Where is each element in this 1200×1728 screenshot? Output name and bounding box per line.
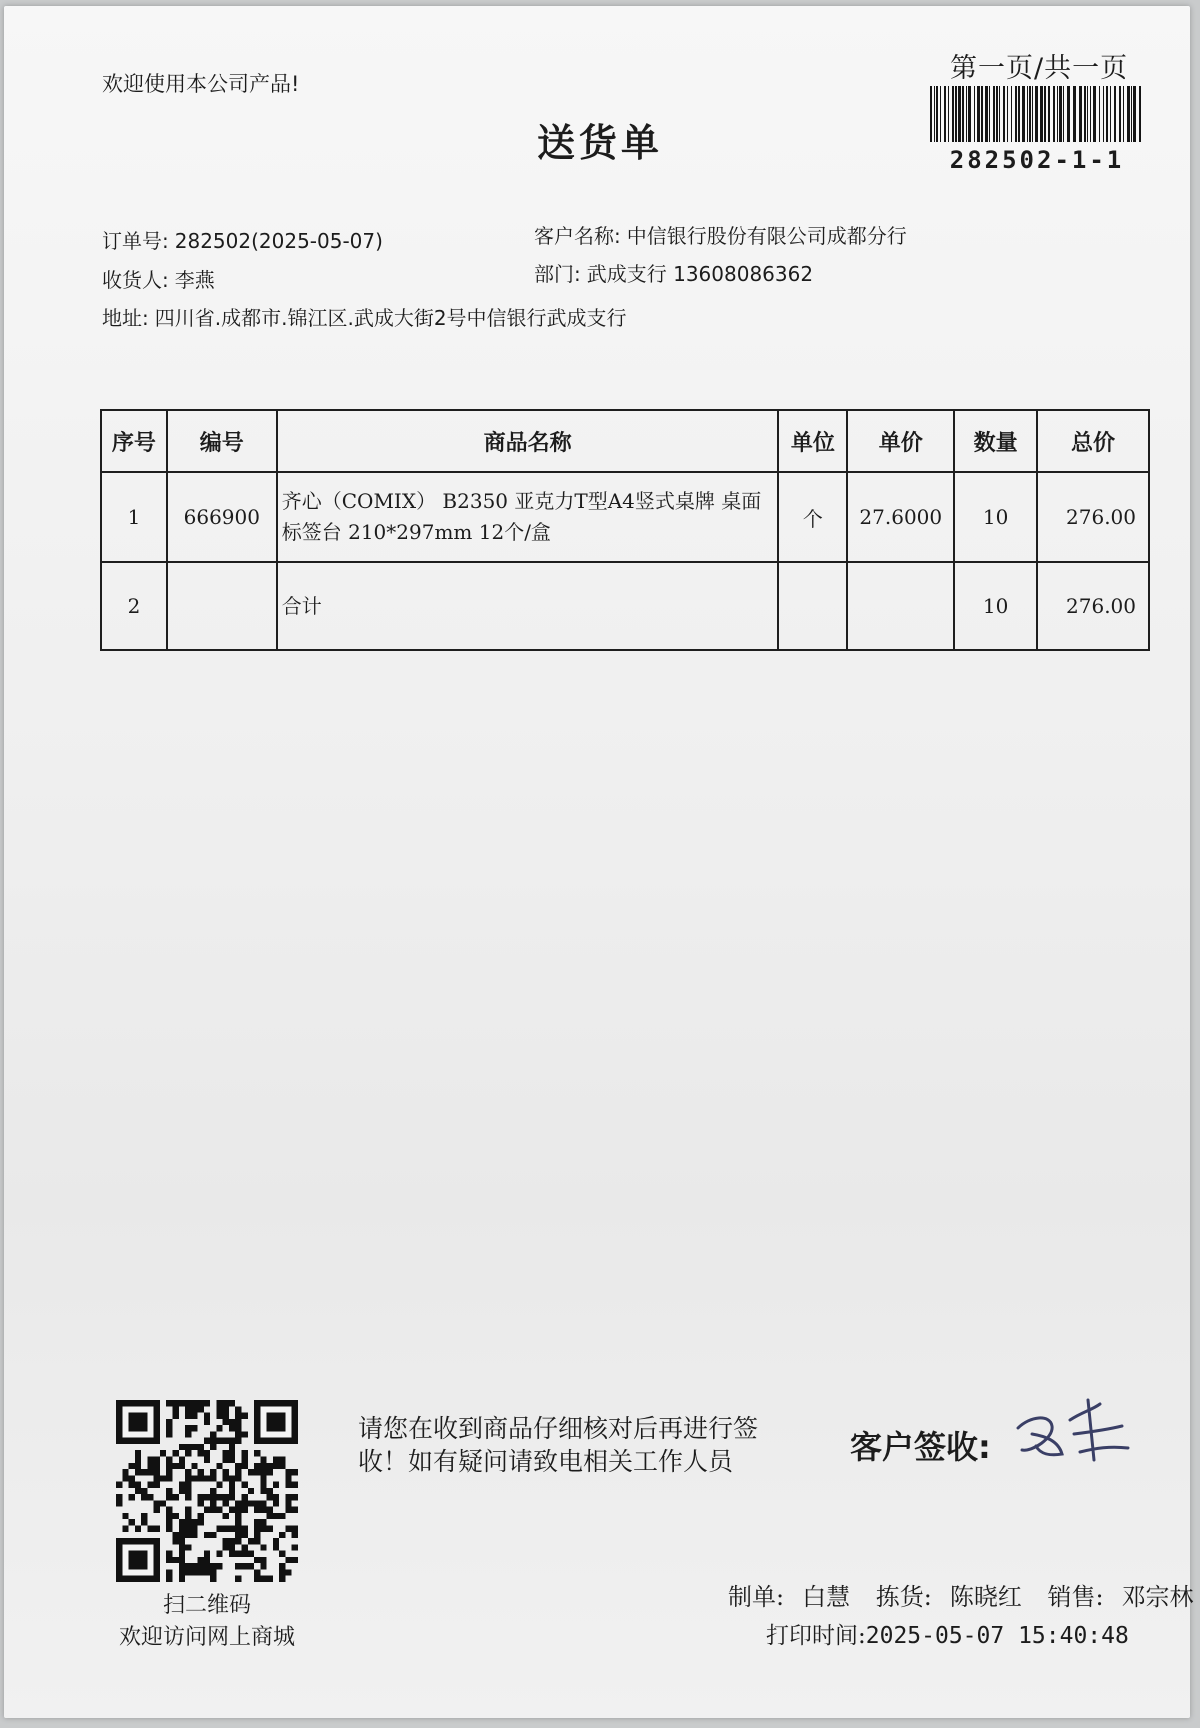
cell-code bbox=[167, 562, 277, 650]
cell-seq: 2 bbox=[101, 562, 167, 650]
header-seq: 序号 bbox=[101, 410, 167, 472]
order-number-line bbox=[102, 225, 383, 254]
print-time: 2025-05-07 15:40:48 bbox=[865, 1623, 1129, 1649]
cell-unit: 个 bbox=[778, 472, 847, 562]
picker: 拣货: 陈晓红 bbox=[875, 1583, 1022, 1611]
header-total: 总价 bbox=[1037, 410, 1149, 472]
order-number-label: 订单号: bbox=[102, 229, 169, 253]
header-product-name: 商品名称 bbox=[277, 410, 779, 472]
table-header-row bbox=[101, 410, 1149, 472]
table-row bbox=[101, 562, 1149, 650]
cell-unit bbox=[778, 562, 847, 650]
receipt-notice: 请您在收到商品仔细核对后再进行签收！如有疑问请致电相关工作人员 bbox=[358, 1414, 759, 1476]
department-label: 部门: bbox=[534, 262, 581, 286]
print-time-line bbox=[766, 1617, 1129, 1650]
cell-price bbox=[847, 562, 954, 650]
staff-line bbox=[728, 1577, 1194, 1612]
welcome-text: 欢迎使用本公司产品! bbox=[102, 72, 300, 96]
cell-quantity: 10 bbox=[954, 472, 1037, 562]
address-line bbox=[102, 302, 627, 331]
items-table bbox=[100, 409, 1150, 651]
order-number: 282502(2025-05-07) bbox=[174, 229, 383, 253]
customer-label: 客户名称: bbox=[534, 224, 621, 248]
header-quantity: 数量 bbox=[954, 410, 1037, 472]
qr-caption-line-2: 欢迎访问网上商城 bbox=[118, 1624, 295, 1650]
page-indicator: 第一页/共一页 bbox=[950, 53, 1129, 84]
cell-product-name: 齐心（COMIX） B2350 亚克力T型A4竖式桌牌 桌面标签台 210*297mm 12个/盒 bbox=[277, 472, 779, 562]
cell-seq: 1 bbox=[101, 472, 167, 562]
print-time-label: 打印时间: bbox=[766, 1623, 866, 1649]
department-line bbox=[534, 258, 813, 287]
qr-caption-line-1: 扫二维码 bbox=[162, 1593, 251, 1618]
header-unit: 单位 bbox=[778, 410, 847, 472]
cell-total: 276.00 bbox=[1037, 472, 1149, 562]
cell-code: 666900 bbox=[167, 472, 277, 562]
header-price: 单价 bbox=[847, 410, 954, 472]
cell-quantity: 10 bbox=[954, 562, 1037, 650]
maker: 制单: 白慧 bbox=[728, 1583, 851, 1611]
cell-total: 276.00 bbox=[1037, 562, 1149, 650]
barcode-number: 282502-1-1 bbox=[949, 146, 1125, 174]
customer-line bbox=[534, 220, 907, 249]
table-row bbox=[101, 472, 1149, 562]
department-value: 武成支行 13608086362 bbox=[586, 262, 814, 286]
qr-code-icon bbox=[116, 1400, 298, 1582]
qr-caption bbox=[96, 1590, 318, 1654]
salesperson: 销售: 邓宗林 bbox=[1047, 1583, 1194, 1611]
receiver-label: 收货人: bbox=[102, 268, 169, 292]
header-code: 编号 bbox=[167, 410, 277, 472]
cell-price: 27.6000 bbox=[847, 472, 954, 562]
document-title: 送货单 bbox=[536, 121, 663, 165]
receiver-line bbox=[102, 264, 215, 293]
address-value: 四川省.成都市.锦江区.武成大街2号中信银行武成支行 bbox=[154, 306, 627, 330]
receiver-name: 李燕 bbox=[174, 268, 215, 292]
handwritten-signature bbox=[1010, 1390, 1140, 1480]
customer-signature-label: 客户签收: bbox=[850, 1428, 991, 1466]
address-label: 地址: bbox=[102, 306, 149, 330]
customer-name: 中信银行股份有限公司成都分行 bbox=[626, 224, 907, 248]
cell-product-name: 合计 bbox=[277, 562, 779, 650]
